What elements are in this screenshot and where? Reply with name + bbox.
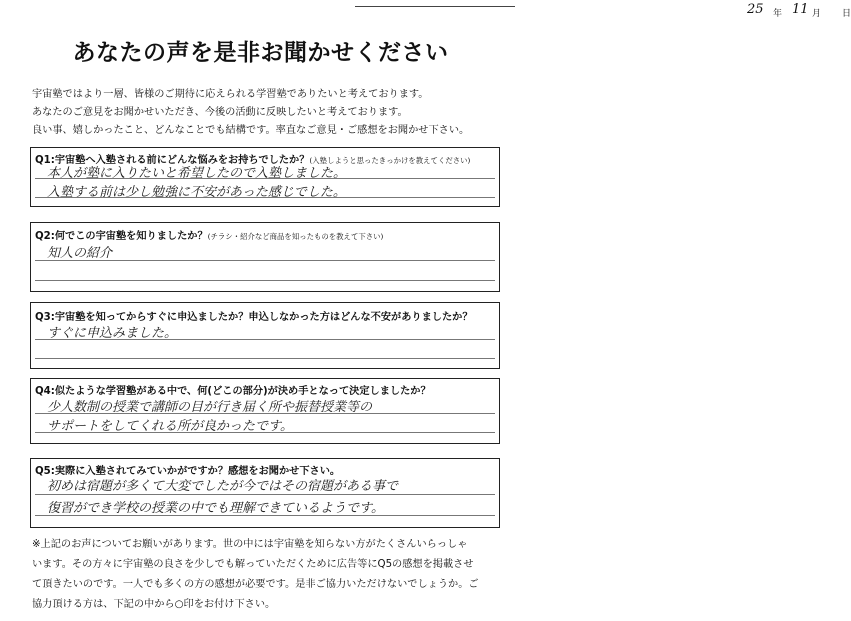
intro-line-1: 宇宙塾ではより一層、皆様のご期待に応えられる学習塾でありたいと考えております。 bbox=[32, 89, 429, 100]
answer-rule bbox=[35, 494, 495, 495]
answer-rule bbox=[35, 358, 495, 359]
question-3-label: Q3:宇宙塾を知ってからすぐに申込ましたか？申込しなかった方はどんな不安がありましたか？ bbox=[35, 312, 473, 323]
answer-rule bbox=[35, 339, 495, 340]
answer-2-line-1: 知人の紹介 bbox=[47, 246, 113, 261]
date-month-unit: 月 bbox=[812, 9, 822, 19]
answer-1-line-1: 本人が塾に入りたいと希望したので入塾しました。 bbox=[47, 166, 347, 181]
question-4-label: Q4:似たような学習塾がある中で、何(どこの部分)が決め手となって決定しましたか？ bbox=[35, 386, 431, 397]
date-year-unit: 年 bbox=[773, 9, 783, 19]
answer-rule bbox=[35, 432, 495, 433]
question-2-text: Q2:何でこの宇宙塾を知りましたか？ bbox=[35, 231, 208, 242]
answer-rule bbox=[35, 515, 495, 516]
date-year: 25 bbox=[747, 2, 764, 17]
date-day-unit: 日 bbox=[842, 9, 851, 19]
footer-line-3: て頂きたいのです。一人でも多くの方の感想が必要です。是非ご協力いただけないでしょうか。ご bbox=[32, 579, 479, 590]
question-2-box bbox=[30, 222, 500, 292]
question-5-label: Q5:実際に入塾されてみていかがですか？感想をお聞かせ下さい。 bbox=[35, 466, 341, 477]
question-5-box bbox=[30, 458, 500, 528]
question-2-label bbox=[35, 227, 383, 242]
answer-4-line-2: サポートをしてくれる所が良かったです。 bbox=[47, 419, 293, 434]
question-2-note: (チラシ・紹介など商品を知ったものを教えて下さい) bbox=[207, 232, 384, 241]
footer-line-2: います。その方々に宇宙塾の良さを少しでも解っていただくために広告等にQ5の感想を掲載させ bbox=[32, 559, 474, 570]
date-line bbox=[355, 2, 851, 19]
intro-line-2: あなたのご意見をお聞かせいただき、今後の活動に反映したいと考えております。 bbox=[32, 107, 408, 118]
intro-line-3: 良い事、嬉しかったこと、どんなことでも結構です。率直なご意見・ご感想をお聞かせ下さい。 bbox=[32, 125, 470, 136]
footer-line-4: 協力頂ける方は、下記の中から○印をお付け下さい。 bbox=[32, 599, 276, 610]
answer-rule bbox=[35, 413, 495, 414]
answer-5-line-1: 初めは宿題が多くて大変でしたが今ではその宿題がある事で bbox=[47, 479, 399, 494]
page-title: あなたの声を是非お聞かせください bbox=[72, 40, 449, 66]
question-1-box bbox=[30, 147, 500, 207]
answer-3-line-1: すぐに申込みました。 bbox=[47, 326, 178, 341]
answer-5-line-2: 復習ができ学校の授業の中でも理解できているようです。 bbox=[47, 501, 384, 516]
question-1-text: Q1:宇宙塾へ入塾される前にどんな悩みをお持ちでしたか？ bbox=[35, 155, 310, 166]
question-1-note: (入塾しようと思ったきっかけを教えてください) bbox=[309, 156, 471, 165]
question-3-box bbox=[30, 302, 500, 369]
footer-line-1: ※上記のお声についてお願いがあります。世の中には宇宙塾を知らない方がたくさんいらっしゃ bbox=[32, 539, 468, 550]
question-4-box bbox=[30, 378, 500, 444]
answer-rule bbox=[35, 260, 495, 261]
answer-rule bbox=[35, 178, 495, 179]
answer-1-line-2: 入塾する前は少し勉強に不安があった感じでした。 bbox=[47, 185, 346, 200]
answer-rule bbox=[35, 280, 495, 281]
answer-4-line-1: 少人数制の授業で講師の目が行き届く所や振替授業等の bbox=[47, 400, 373, 415]
date-month: 11 bbox=[792, 2, 809, 17]
answer-rule bbox=[35, 197, 495, 198]
